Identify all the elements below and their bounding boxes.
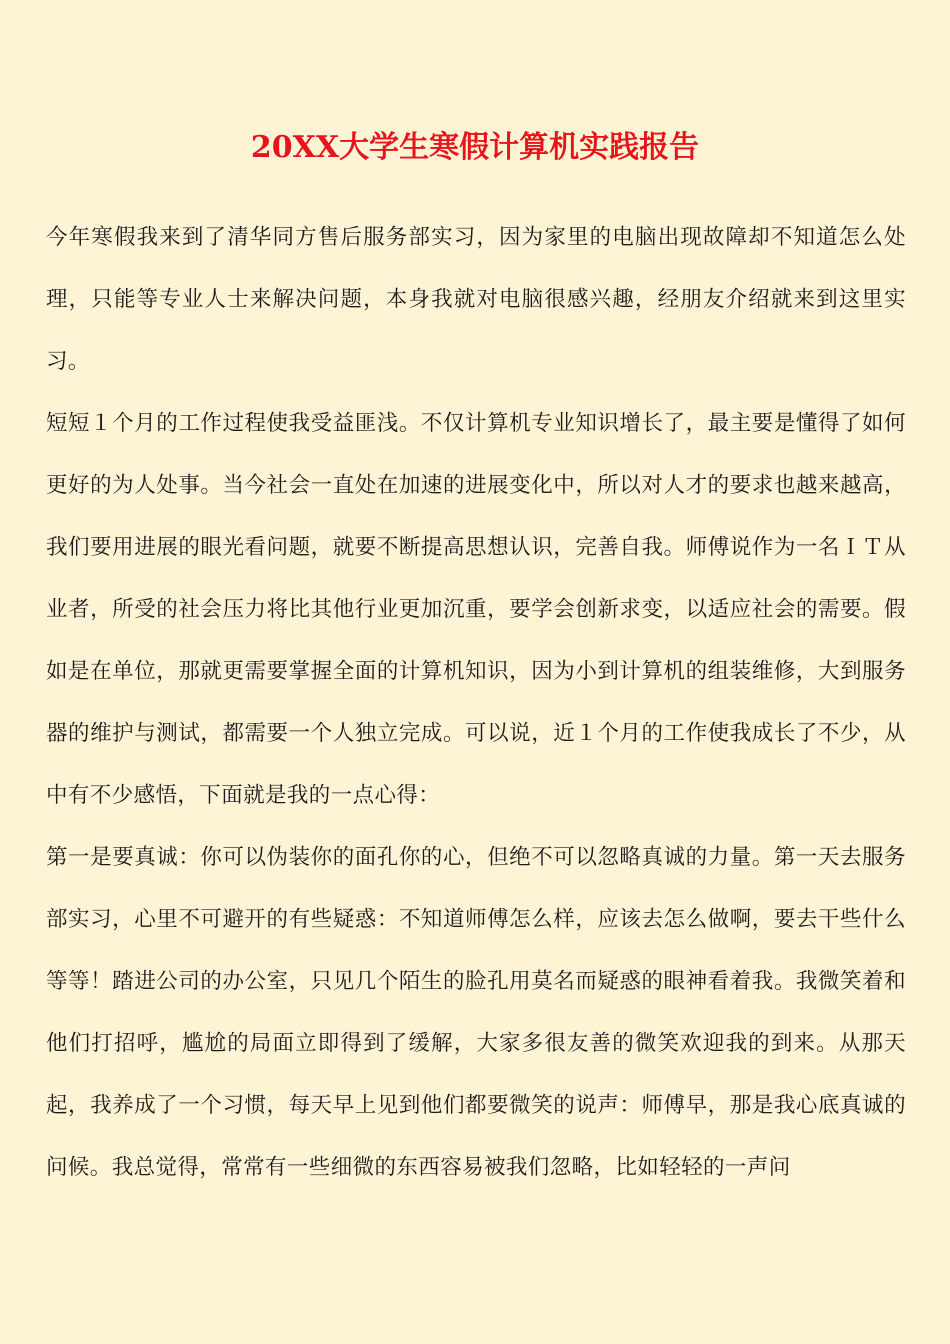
paragraph: 第一是要真诚：你可以伪装你的面孔你的心，但绝不可以忽略真诚的力量。第一天去服务部实习，心里不可避开的有些疑惑：不知道师傅怎么样，应该去怎么做啊，要去干些什么等等！踏进公司的办公室，只见几个陌生的脸孔用莫名而疑惑的眼神看着我。我微笑着和他们打招呼，尴尬的局面立即得到了缓解，大家多很友善的微笑欢迎我的到来。从那天起，我养成了一个习惯，每天早上见到他们都要微笑的说声：师傅早，那是我心底真诚的问候。我总觉得，常常有一些细微的东西容易被我们忽略，比如轻轻的一声问 (46, 845, 906, 1180)
document-title: 20XX大学生寒假计算机实践报告 (250, 130, 700, 165)
document-body (46, 207, 906, 1199)
paragraph: 今年寒假我来到了清华同方售后服务部实习，因为家里的电脑出现故障却不知道怎么处理，只能等专业人士来解决问题，本身我就对电脑很感兴趣，经朋友介绍就来到这里实习。 (46, 225, 906, 374)
paragraph: 短短１个月的工作过程使我受益匪浅。不仅计算机专业知识增长了，最主要是懂得了如何更好的为人处事。当今社会一直处在加速的进展变化中，所以对人才的要求也越来越高，我们要用进展的眼光看问题，就要不断提高思想认识，完善自我。师傅说作为一名ＩＴ从业者，所受的社会压力将比其他行业更加沉重，要学会创新求变，以适应社会的需要。假如是在单位，那就更需要掌握全面的计算机知识，因为小到计算机的组装维修，大到服务器的维护与测试，都需要一个人独立完成。可以说，近１个月的工作使我成长了不少，从中有不少感悟，下面就是我的一点心得： (46, 411, 906, 808)
